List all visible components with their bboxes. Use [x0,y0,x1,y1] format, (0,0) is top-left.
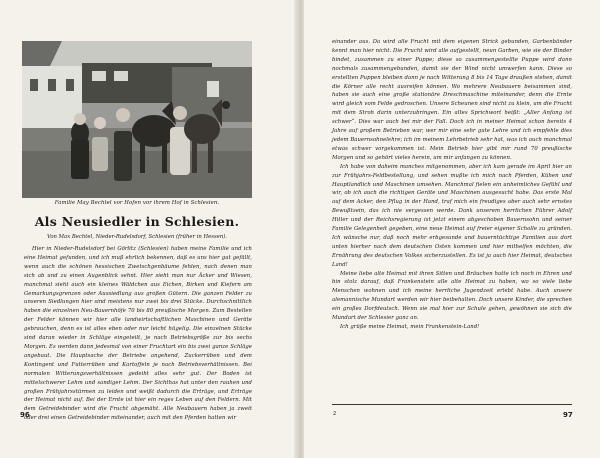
photo-image [22,41,252,198]
article-byline: Von Max Bechtel, Nieder-Rudelsdorf, Schlesien (früher in Hessen). [47,234,227,240]
page-number-left: 96 [20,411,30,419]
right-body-text [332,38,572,338]
paragraph: Ich grüße meine Heimat, mein Frankenstein-Land! [340,324,480,330]
paragraph: einander aus. Da wird alle Frucht mit dem eigenen Strick gebunden, Garbenbänder kennt man hier nicht. Die Frucht wird alle aufgestellt, neun Garben, wie sie der Binder bindet, zusammen zu einer Puppe; diese so zusammengestellte Puppe wird dann nochmals zusammengebunden, damit sie der Wind nicht umwerfen kann. Diese so erstellten Puppen bleiben dann je nach Witterung 8 bis 14 Tage draußen stehen, damit die Körner alle recht ausreifen können. Wo mehrere Neubauern beisammen sind, haben sie auch eine große stationäre Dreschmaschine miteinander, denn die Ernte wird gleich vom Felde gedroschen. Unsere Scheunen sind nicht zu klein, um die Frucht mit dem Stroh darin unterzubringen. Ein altes Sprichwort heißt: „Aller Anfang ist schwer“. Dies war auch bei mir der Fall. Doch ich in meiner Heimat schon bereits 4 Jahre auf großem Betrieben war, wer mir eine sehr gute Lehre und ich empfehle dies jedem Bauernsohnelehre; ich im meinem Lehrbetrieb sehr hat, was ich auch manchmal etwas schwer vorgekommen ist. Mein Betrieb hier gibt mir rund 70 preußische Morgen und so gehört vieles herein, um mir anfangen zu können. [332,39,572,161]
article-title: Als Neusiedler in Schlesien. [34,214,240,229]
family-photo [22,41,252,198]
paragraph: Meine liebe alte Heimat mit ihren Sitten und Bräuchen hatte ich noch in Ehren und bin stolz darauf, daß Frankenstein alle alte Heimat zu haben, wo so viele liebe Menschen wohnen und ich meine herrliche Jugendzeit erlebt habe. Auch unsere alemannische Mundart werden wir hier beibehalten. Doch unsere Kinder, die sprechen ein großes Dorfdeutsch. Wenn sie mal hier zur Schule gehen, gewöhnen sie sich die Mundart der Schlesier ganz an. [332,270,572,322]
footer-rule [332,404,572,405]
paragraph: Ich habe von daheim manches mitgenommen, aber ich kam gerade im April hier an zur Frühjahrs-Feldbestellung, und sehen mußte ich mich nach Pferden, Kühen und Hauptlandlich und Maschinen umsehen. Manchmal fielen ein unheimliches Gefühl und wir, ob ich auch die richtigen Geräte und Maschinen ausgesucht habe. Das erste Mal auf dem Acker, den Pflug in der Hand, traf mich ein freudiges aber auch sehr ernstes Bewußtsein, das ich nie vergessen werde. Dank unserem herrlichen Führer Adolf Hitler und der Reichsregierung ist jetzt einem abgeschoben Bauernsohn und seiner Familie Gelegenheit gegeben, eine neue Heimat auf freier eigener Scholle zu gründen. Ich wünsche nur, daß noch mehr erbgesunde und bauerntüchtige Familien aus dort unten hierher nach dem deutschen Osten kommen und hier mithelfen möchten, die Ernährung des deutschen Volkes sicherzustellen. Es ist ja auch hier Heimat, deutsches Land! [332,163,572,268]
photo-caption: Familie May Bechtel vor Hofen vor ihrem Hof in Schlesien. [54,200,220,206]
paragraph: Hier in Nieder-Rudelsdorf bei Görlitz (Schlesien) haben meine Familie und ich eine Heimat gefunden, und ich muß ehrlich bekennen, daß es uns hier gut gefällt, wenn auch die schönen hessischen Zwetschgenbäume fehlen, nach denen man sich ab und zu einen Augenblick sehnt. Hier sieht man nur Äcker und Wiesen, manchmal sieht auch ein kleines Wäldchen aus Eichen, Birken und Kiefern am Gemarkungsgrenzen oder Aussiedlung aus großen Gütern. Die ganzen Felder zu unseren Siedlungen hier sind meistens nur zwei bis drei Stücke. Durchschnittlich haben die einzelnen Neu-Bauernhöfe 70 bis 80 preußische Morgen. Zum Bestellen der Felder können wir hier alle landwirtschaftlichen Maschinen und Geräte gebrauchen, denn es ist alles eben oder nur leicht hügelig. Die einzelnen Stücke sind daran wieder in Schläge eingeteilt, je nach Betriebsgröße zur bis sechs Morgen. Es werden dann jedesmal von einer Fruchtart ein bis zwei ganze Schläge angebaut. Die Hauptsache der Betriebe angehend, Zuckerrüben und dem Kontingent und Futterrüben und Kartoffeln je nach Betriebsverhältnissen. Bei normalen Witterungsverhältnissen gedeiht alles sehr gut. Der Boden ist mittelschwerer Lehm und sandiger Lehm. Der Sichthas hat unter den rauhen und großen Frühjahrsstürmen zu leiden und weißt dadurch die Erträge, und Erträge der Heimat nicht auf. Bei der Ernte ist hier ein reges Leben auf den Feldern. Mit dem Getreidebinder wird die Frucht abgemäht. Alle Neubauern haben ja zweit oder drei einen Getreidebinder miteinander, auch mit den Pferden hatten wir [24,246,252,422]
signature-mark: 2 [333,411,337,417]
page-number-right: 97 [563,411,573,419]
left-page [0,0,296,458]
